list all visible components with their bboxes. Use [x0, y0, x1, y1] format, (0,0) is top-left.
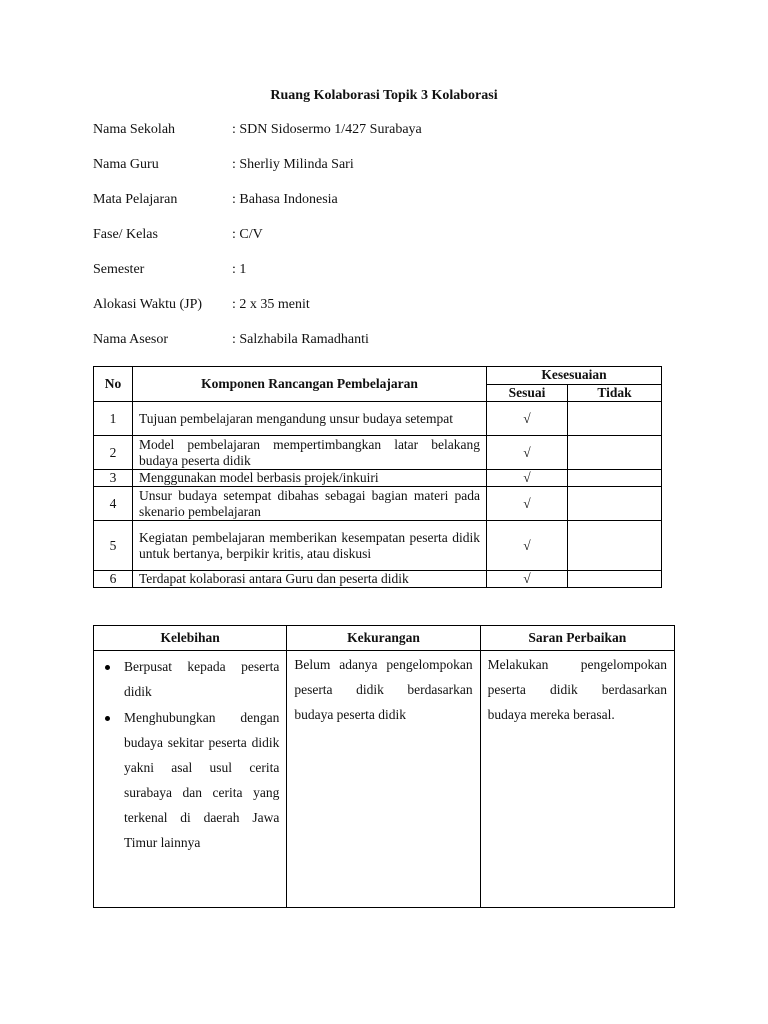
- info-row-school: [93, 120, 673, 155]
- info-section: [93, 120, 673, 365]
- info-row-subject: [93, 190, 673, 225]
- info-row-assessor: [93, 330, 673, 365]
- info-row-time: [93, 295, 673, 330]
- info-row-teacher: [93, 155, 673, 190]
- bullet-icon: [105, 654, 117, 679]
- table-row: [94, 470, 662, 487]
- evaluation-table: [93, 625, 675, 908]
- row-text: Unsur budaya setempat dibahas sebagai bagian materi pada skenario pembelajaran: [133, 487, 487, 521]
- weakness-text: Belum adanya pengelompokan peserta didik berdasarkan budaya peserta didik: [294, 657, 473, 722]
- header-weaknesses: Kekurangan: [287, 626, 480, 651]
- info-row-class: [93, 225, 673, 260]
- check-mark: √: [487, 487, 568, 521]
- strength-text: Menghubungkan dengan budaya sekitar peserta didik yakni asal usul cerita surabaya dan cerita yang terkenal di daerah Jawa Timur lainnya: [124, 710, 280, 850]
- empty-cell: [568, 436, 662, 470]
- empty-cell: [568, 470, 662, 487]
- row-text: Tujuan pembelajaran mengandung unsur budaya setempat: [133, 402, 487, 436]
- row-text: Terdapat kolaborasi antara Guru dan peserta didik: [133, 571, 487, 588]
- info-row-semester: [93, 260, 673, 295]
- document-title: Ruang Kolaborasi Topik 3 Kolaborasi: [270, 88, 498, 103]
- table-row: [94, 487, 662, 521]
- header-no: No: [94, 367, 133, 402]
- row-number: 1: [94, 402, 133, 436]
- header-yes: Sesuai: [487, 384, 568, 402]
- row-number: 5: [94, 521, 133, 571]
- info-label: Nama Asesor: [93, 332, 169, 347]
- row-text: Model pembelajaran mempertimbangkan latar belakang budaya peserta didik: [133, 436, 487, 470]
- info-value: : C/V: [232, 227, 263, 242]
- empty-cell: [568, 402, 662, 436]
- info-value: : 2 x 35 menit: [232, 297, 310, 312]
- info-label: Semester: [93, 262, 145, 277]
- info-value: : SDN Sidosermo 1/427 Surabaya: [232, 122, 422, 137]
- table-row: [94, 402, 662, 436]
- info-label: Nama Sekolah: [93, 122, 176, 137]
- row-number: 6: [94, 571, 133, 588]
- evaluation-header-row: [94, 626, 675, 651]
- info-label: Mata Pelajaran: [93, 192, 178, 207]
- empty-cell: [568, 487, 662, 521]
- check-mark: √: [487, 571, 568, 588]
- row-number: 3: [94, 470, 133, 487]
- bullet-icon: [105, 705, 117, 730]
- table-header-row: [94, 367, 662, 385]
- info-value: : Bahasa Indonesia: [232, 192, 338, 207]
- info-value: : Salzhabila Ramadhanti: [232, 332, 369, 347]
- check-mark: √: [487, 436, 568, 470]
- list-item: [124, 654, 279, 704]
- strengths-list: [95, 652, 285, 855]
- assessment-table: [93, 366, 662, 588]
- info-label: Nama Guru: [93, 157, 159, 172]
- row-number: 4: [94, 487, 133, 521]
- check-mark: √: [487, 470, 568, 487]
- evaluation-body-row: [94, 651, 675, 908]
- header-strengths: Kelebihan: [94, 626, 287, 651]
- check-mark: √: [487, 402, 568, 436]
- empty-cell: [568, 521, 662, 571]
- header-component: Komponen Rancangan Pembelajaran: [133, 367, 487, 402]
- check-mark: √: [487, 521, 568, 571]
- table-row: [94, 571, 662, 588]
- info-value: : 1: [232, 262, 247, 277]
- row-text: Kegiatan pembelajaran memberikan kesempatan peserta didik untuk bertanya, berpikir kritis, atau diskusi: [133, 521, 487, 571]
- weaknesses-cell: [287, 651, 480, 908]
- empty-cell: [568, 571, 662, 588]
- suggestions-cell: [480, 651, 674, 908]
- strengths-cell: [94, 651, 287, 908]
- suggestion-text: Melakukan pengelompokan peserta didik berdasarkan budaya mereka berasal.: [487, 657, 667, 722]
- header-no-match: Tidak: [568, 384, 662, 402]
- list-item: [124, 705, 279, 855]
- row-number: 2: [94, 436, 133, 470]
- strength-text: Berpusat kepada peserta didik: [124, 659, 280, 699]
- header-suggestions: Saran Perbaikan: [480, 626, 674, 651]
- info-label: Fase/ Kelas: [93, 227, 158, 242]
- header-conformity: Kesesuaian: [487, 367, 662, 385]
- row-text: Menggunakan model berbasis projek/inkuiri: [133, 470, 487, 487]
- table-row: [94, 521, 662, 571]
- info-label: Alokasi Waktu (JP): [93, 297, 203, 312]
- table-row: [94, 436, 662, 470]
- info-value: : Sherliy Milinda Sari: [232, 157, 354, 172]
